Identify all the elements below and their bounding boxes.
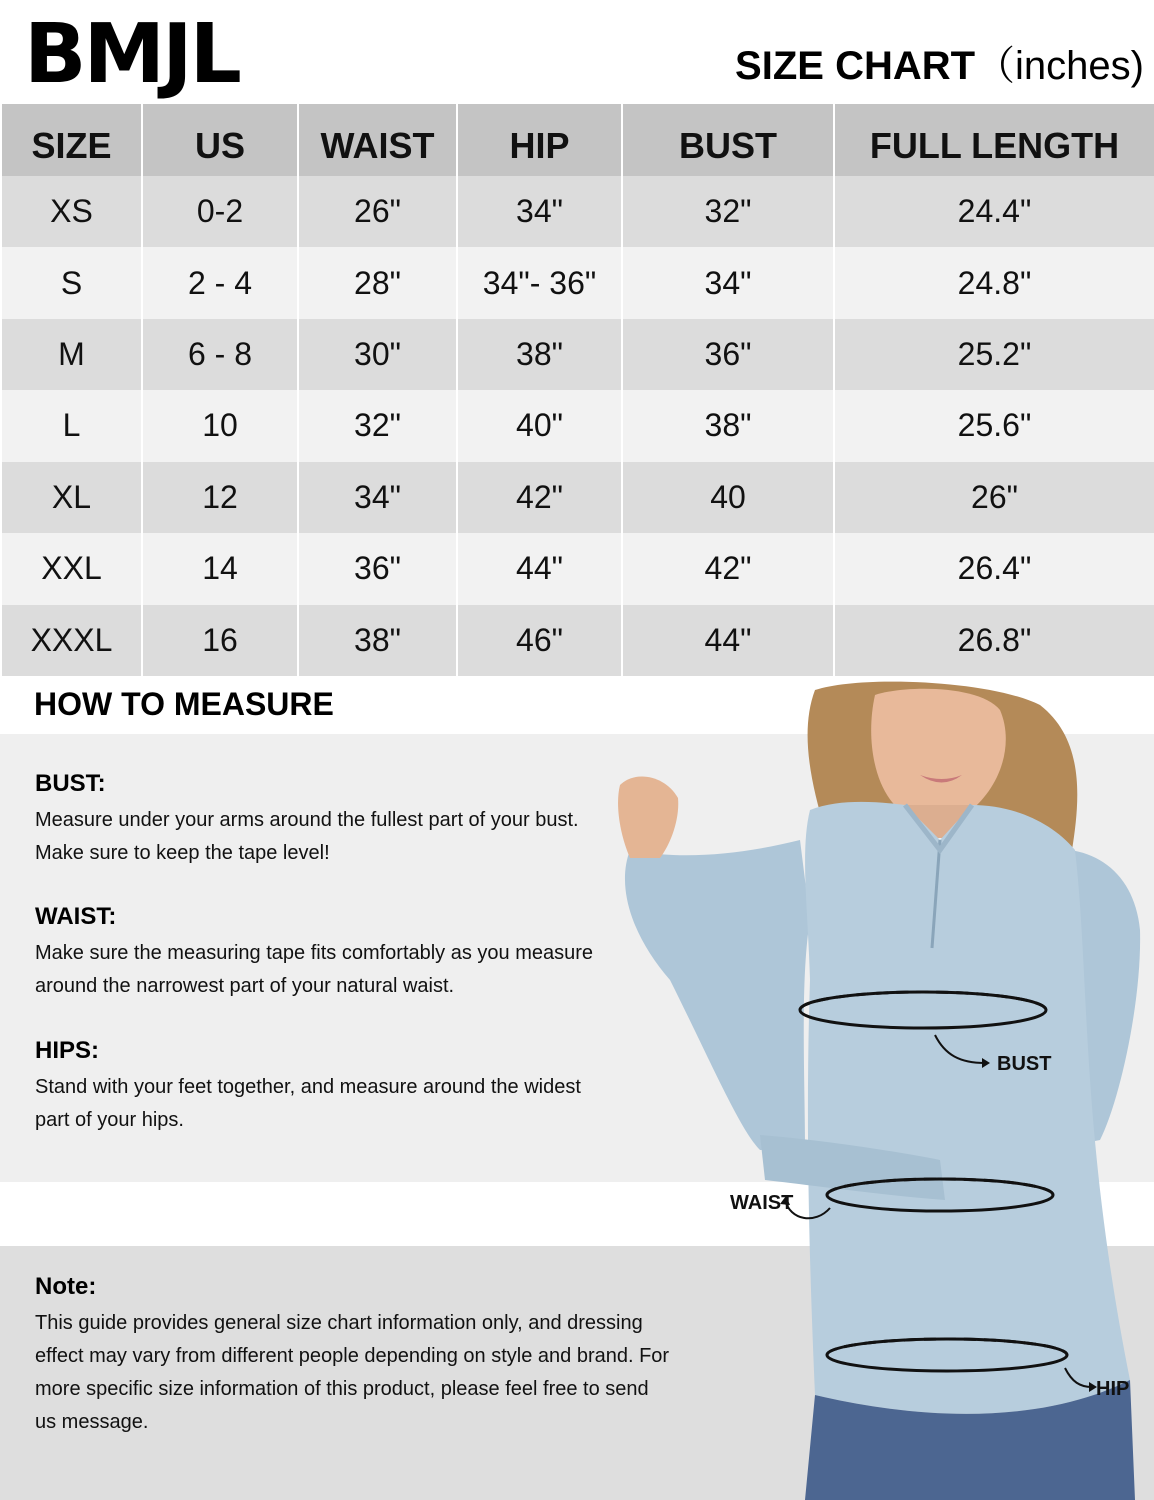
cell-hip: 40" [457, 390, 622, 461]
cell-waist: 32" [298, 390, 457, 461]
brand-logo: BMJL [24, 7, 239, 102]
cell-waist: 30" [298, 319, 457, 390]
cell-size: XXXL [1, 605, 142, 676]
size-chart-title-main: SIZE CHART [735, 44, 976, 88]
cell-waist: 26" [298, 176, 457, 247]
cell-waist: 38" [298, 605, 457, 676]
table-row [1, 462, 1154, 533]
bust-line: Measure under your arms around the fullest part of your bust. [35, 809, 579, 831]
cell-bust: 42" [622, 533, 834, 604]
cell-waist: 34" [298, 462, 457, 533]
size-chart-unit: （inches) [975, 44, 1144, 88]
how-to-measure-heading: HOW TO MEASURE [34, 686, 334, 722]
cell-size: S [1, 247, 142, 318]
cell-bust: 38" [622, 390, 834, 461]
figure-label-waist: WAIST [730, 1192, 794, 1214]
cell-bust: 36" [622, 319, 834, 390]
cell-size: M [1, 319, 142, 390]
cell-full-length: 24.4" [834, 176, 1154, 247]
header-full-length: FULL LENGTH [834, 104, 1154, 176]
cell-hip: 34"- 36" [457, 247, 622, 318]
model-left-sleeve [625, 840, 810, 1150]
cell-us: 10 [142, 390, 298, 461]
header-bust: BUST [622, 104, 834, 176]
cell-full-length: 25.2" [834, 319, 1154, 390]
figure-label-hip: HIP [1096, 1378, 1130, 1400]
header-us: US [142, 104, 298, 176]
hips-title: HIPS: [35, 1037, 100, 1064]
note-line: This guide provides general size chart information only, and dressing [35, 1312, 643, 1334]
waist-line: Make sure the measuring tape fits comfortably as you measure [35, 942, 594, 964]
cell-bust: 32" [622, 176, 834, 247]
cell-hip: 38" [457, 319, 622, 390]
table-row [1, 247, 1154, 318]
hips-line: part of your hips. [35, 1109, 184, 1131]
cell-full-length: 26.4" [834, 533, 1154, 604]
cell-bust: 44" [622, 605, 834, 676]
bust-line: Make sure to keep the tape level! [35, 842, 330, 864]
cell-hip: 46" [457, 605, 622, 676]
table-row [1, 533, 1154, 604]
size-table [0, 104, 1154, 676]
cell-bust: 40 [622, 462, 834, 533]
cell-us: 16 [142, 605, 298, 676]
cell-us: 0-2 [142, 176, 298, 247]
cell-hip: 44" [457, 533, 622, 604]
model-left-hand [618, 776, 678, 858]
note-line: more specific size information of this product, please feel free to send [35, 1378, 649, 1400]
table-row [1, 319, 1154, 390]
cell-waist: 36" [298, 533, 457, 604]
cell-full-length: 26.8" [834, 605, 1154, 676]
table-row [1, 390, 1154, 461]
header-size: SIZE [1, 104, 142, 176]
bust-title: BUST: [35, 770, 106, 797]
size-table-header-row [1, 104, 1154, 176]
header-hip: HIP [457, 104, 622, 176]
waist-line: around the narrowest part of your natural waist. [35, 975, 455, 997]
cell-us: 12 [142, 462, 298, 533]
cell-full-length: 25.6" [834, 390, 1154, 461]
note-line: effect may vary from different people depending on style and brand. For [35, 1345, 670, 1367]
cell-full-length: 26" [834, 462, 1154, 533]
model-illustration [560, 680, 1154, 1500]
note-title: Note: [35, 1273, 97, 1300]
cell-full-length: 24.8" [834, 247, 1154, 318]
header-waist: WAIST [298, 104, 457, 176]
size-chart-title [735, 46, 1144, 86]
cell-us: 6 - 8 [142, 319, 298, 390]
figure-label-bust: BUST [997, 1053, 1052, 1075]
cell-us: 2 - 4 [142, 247, 298, 318]
cell-size: L [1, 390, 142, 461]
cell-hip: 34" [457, 176, 622, 247]
table-row [1, 176, 1154, 247]
cell-hip: 42" [457, 462, 622, 533]
waist-title: WAIST: [35, 903, 117, 930]
table-row [1, 605, 1154, 676]
cell-size: XXL [1, 533, 142, 604]
cell-size: XL [1, 462, 142, 533]
cell-waist: 28" [298, 247, 457, 318]
note-line: us message. [35, 1411, 149, 1433]
cell-bust: 34" [622, 247, 834, 318]
cell-us: 14 [142, 533, 298, 604]
hips-line: Stand with your feet together, and measure around the widest [35, 1076, 581, 1098]
cell-size: XS [1, 176, 142, 247]
